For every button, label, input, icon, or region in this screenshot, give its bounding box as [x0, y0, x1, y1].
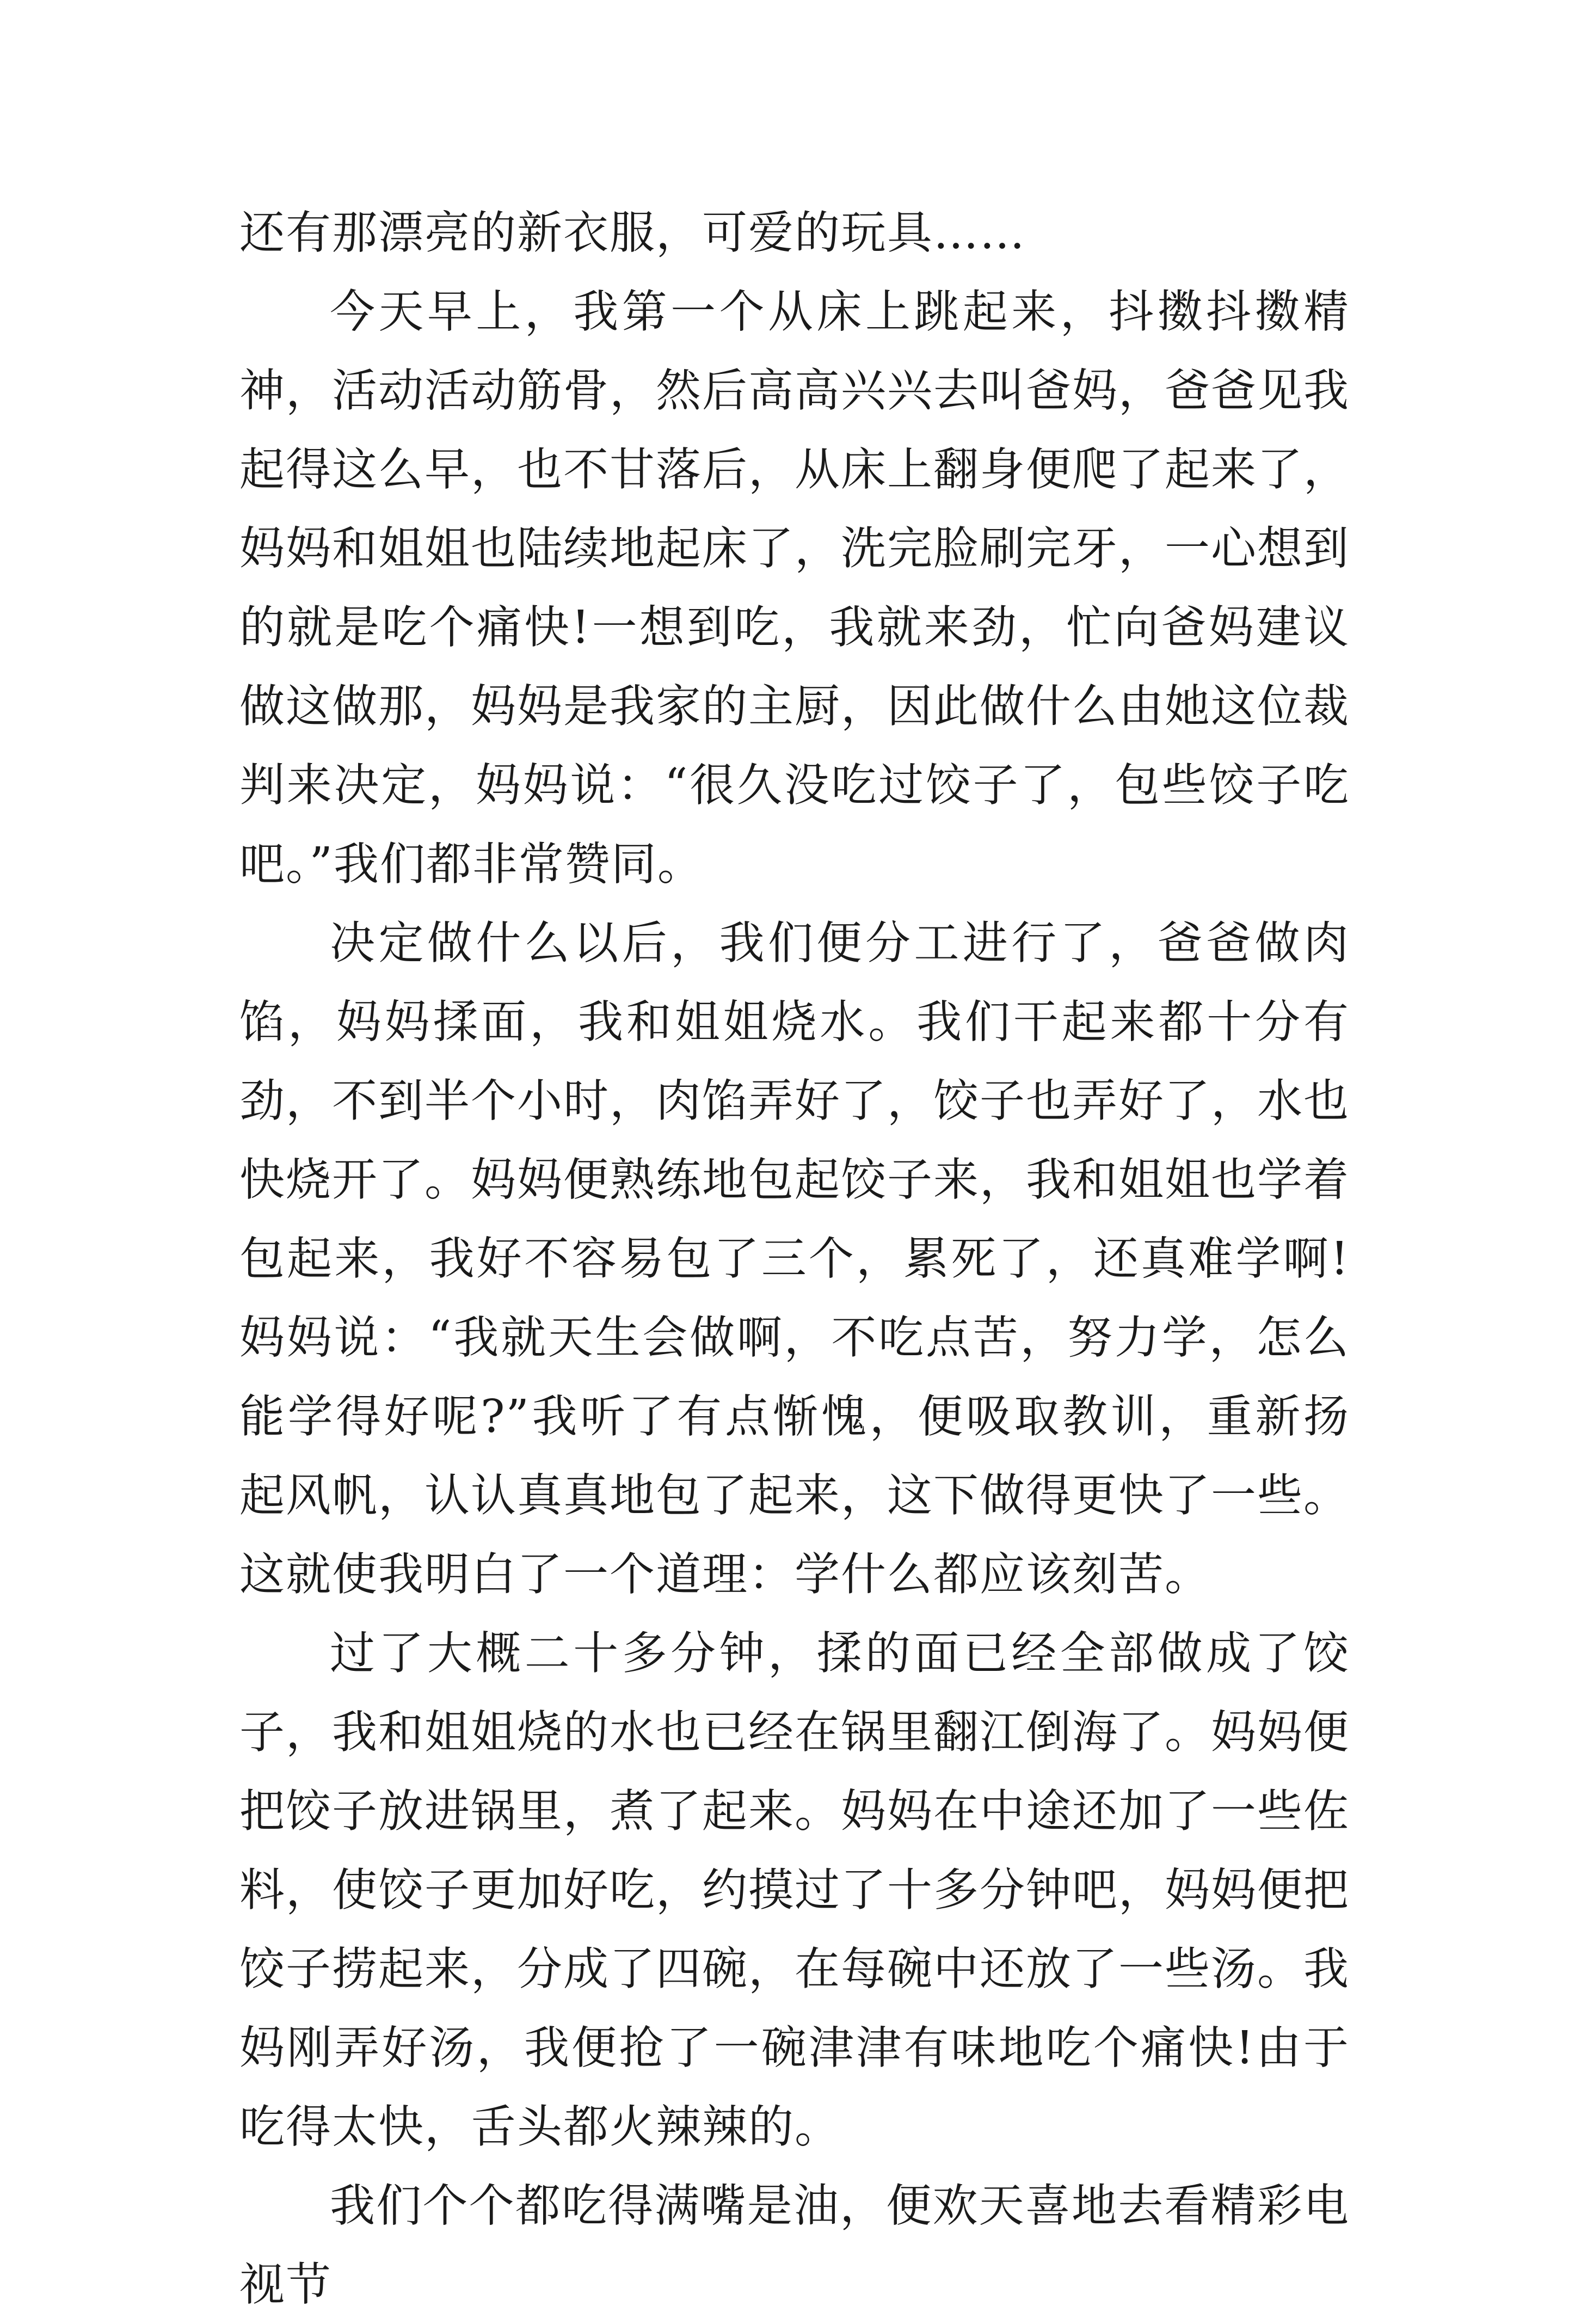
- paragraph-2: 今天早上，我第一个从床上跳起来，抖擞抖擞精神，活动活动筋骨，然后高高兴兴去叫爸妈，爸爸见我起得这么早，也不甘落后，从床上翻身便爬了起来了，妈妈和姐姐也陆续地起床了，洗完脸刷完牙，一心想到的就是吃个痛快!一想到吃，我就来劲，忙向爸妈建议做这做那，妈妈是我家的主厨，因此做什么由她这位裁判来决定，妈妈说：“很久没吃过饺子了，包些饺子吃吧。”我们都非常赞同。: [239, 285, 1350, 890]
- paragraph-1: 还有那漂亮的新衣服，可爱的玩具……: [239, 206, 1026, 259]
- paragraph-5: 我们个个都吃得满嘴是油，便欢天喜地去看精彩电视节: [239, 2179, 1350, 2311]
- document-body: [239, 193, 1350, 2324]
- paragraph-3: 决定做什么以后，我们便分工进行了，爸爸做肉馅，妈妈揉面，我和姐姐烧水。我们干起来都十分有劲，不到半个小时，肉馅弄好了，饺子也弄好了，水也快烧开了。妈妈便熟练地包起饺子来，我和姐姐也学着包起来，我好不容易包了三个，累死了，还真难学啊!妈妈说：“我就天生会做啊，不吃点苦，努力学，怎么能学得好呢?”我听了有点惭愧，便吸取教训，重新扬起风帆，认认真真地包了起来，这下做得更快了一些。这就使我明白了一个道理：学什么都应该刻苦。: [239, 917, 1350, 1601]
- paragraph-4: 过了大概二十多分钟，揉的面已经全部做成了饺子，我和姐姐烧的水也已经在锅里翻江倒海了。妈妈便把饺子放进锅里，煮了起来。妈妈在中途还加了一些佐料，使饺子更加好吃，约摸过了十多分钟吧，妈妈便把饺子捞起来，分成了四碗，在每碗中还放了一些汤。我妈刚弄好汤，我便抢了一碗津津有味地吃个痛快!由于吃得太快，舌头都火辣辣的。: [239, 1627, 1350, 2153]
